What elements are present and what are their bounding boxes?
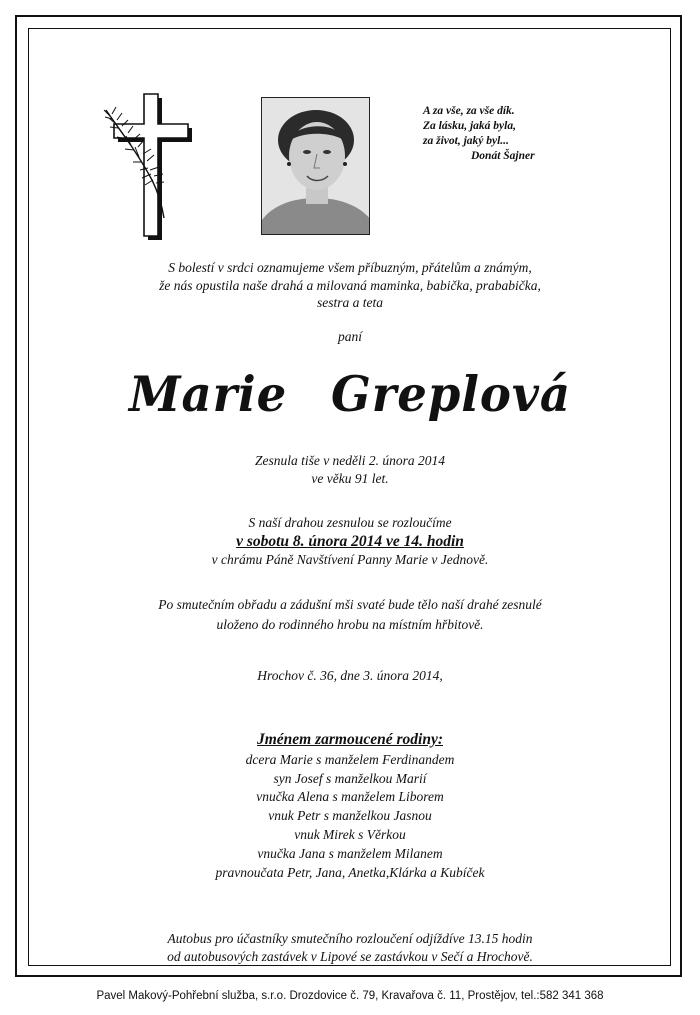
family-member: vnuk Mirek s Věrkou [294, 826, 406, 842]
poem-line: A za vše, za vše dík. [423, 105, 515, 117]
bus-line: Autobus pro účastníky smutečního rozloučení odjíždíve 13.15 hodin [167, 931, 533, 946]
cross-with-palm-branch-icon [98, 88, 192, 240]
burial-info [40, 595, 660, 634]
family-heading: Jménem zarmoucené rodiny: [257, 731, 443, 748]
deceased-first-name: Marie [128, 365, 288, 423]
family-member: vnučka Alena s manželem Liborem [256, 789, 444, 805]
death-line: ve věku 91 let. [311, 470, 389, 486]
poem-line: Za lásku, jaká byla, [423, 120, 516, 132]
portrait-photo [261, 97, 370, 235]
family-member: syn Josef s manželkou Marií [273, 770, 427, 786]
salutation: paní [337, 329, 362, 344]
death-info [40, 452, 660, 487]
family-member: dcera Marie s manželem Ferdinandem [245, 751, 455, 767]
funeral-info [40, 514, 660, 570]
place-and-date: Hrochov č. 36, dne 3. února 2014, [257, 668, 443, 683]
family-member: pravnoučata Petr, Jana, Anetka,Klárka a Kubíček [215, 864, 485, 880]
burial-line: Po smutečním obřadu a zádušní mši svaté bude tělo naší drahé zesnulé [158, 597, 542, 612]
family-member: vnuk Petr s manželkou Jasnou [268, 808, 432, 824]
deceased-name [56, 366, 645, 422]
intro-line: že nás opustila naše drahá a milovaná maminka, babička, prababička, [159, 277, 541, 293]
funeral-place: v chrámu Páně Navštívení Panny Marie v Jednově. [211, 552, 489, 567]
intro-line: S bolestí v srdci oznamujeme všem příbuzným, přátelům a známým, [168, 260, 532, 275]
family-list [40, 731, 660, 882]
funeral-intro: S naší drahou zesnulou se rozloučíme [248, 515, 452, 530]
intro-line: sestra a teta [317, 295, 383, 310]
announcement-intro [40, 259, 660, 312]
memorial-poem [423, 104, 583, 164]
death-line: Zesnula tiše v neděli 2. února 2014 [254, 453, 446, 468]
bus-info [40, 930, 660, 965]
burial-line: uloženo do rodinného hrobu na místním hřbitově. [216, 616, 484, 632]
poem-line: za život, jaký byl... [423, 135, 509, 147]
deceased-last-name: Greplová [331, 365, 572, 423]
bus-line: od autobusových zastávek v Lipové se zastávkou v Sečí a Hrochově. [167, 948, 533, 964]
funeral-date: v sobotu 8. února 2014 ve 14. hodin [236, 532, 464, 550]
poem-author: Donát Šajner [471, 150, 535, 162]
funeral-service-footer: Pavel Makový-Pohřební služba, s.r.o. Drozdovice č. 79, Kravařova č. 11, Prostějov, tel.:582 341 368 [96, 990, 604, 1002]
family-member: vnučka Jana s manželem Milanem [257, 845, 443, 861]
